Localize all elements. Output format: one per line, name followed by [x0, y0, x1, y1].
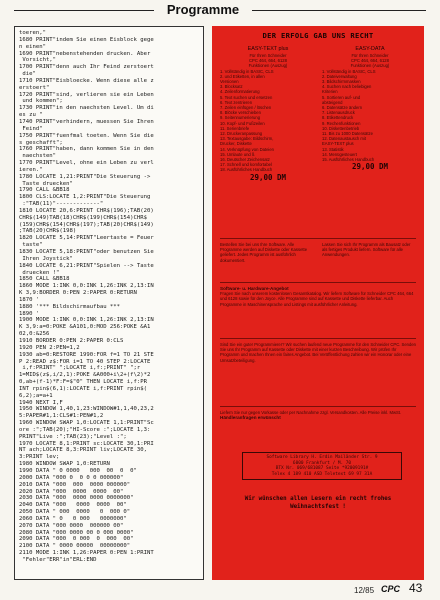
easy-data-sub-3: Funktionen (Auszug) [350, 63, 390, 69]
listing-line: 2090 DATA "000 0 000 0 000 00" [19, 536, 134, 543]
listing-line: 1780 LOCATE 1,21:PRINT"Die Steuerung -> [19, 173, 151, 180]
feature-item: 18. Ausführliches Handbuch [220, 167, 273, 173]
magazine-logo: CPC [381, 584, 401, 594]
listing-line: Taste druecken" [19, 180, 73, 187]
vendor-address-line: Software Library H. Erdin Mailänder Str. 9 [266, 455, 378, 460]
listing-line: 1970 LOCATE 8,1:PRINT sc:LOCATE 30,1:PRI [19, 440, 154, 447]
listing-line: 1900 MODE 1:INK 0,0:INK 1,26:INK 2,13:IN [19, 317, 154, 324]
listing-line: 1710 PRINT"Eisbloecke. Wenn diese alle z [19, 77, 154, 84]
listing-line: 1940 NEXT I,F [19, 399, 63, 406]
listing-line: 1920 PEN 2:PEN=1,2 [19, 344, 80, 351]
easy-data-price: 29,00 DM [351, 162, 389, 172]
easy-text-title: EASY-TEXT plus [247, 46, 289, 52]
listing-line: 1990 DATA " 0 0000 000 00 0 0" [19, 468, 137, 474]
feature-item: 2. und Etiketten, in allen [220, 73, 265, 79]
vendor-address-line: BTX Nr. 069/681087 Seite *92009191# [275, 466, 369, 472]
easy-data-sub-2: CPC 464, 664, 6128 [351, 58, 389, 64]
feature-item: 4. Suchen nach beliebigen [322, 84, 372, 90]
easy-text-sub-2: CPC 464, 664, 6128 [249, 58, 287, 64]
christmas-greeting [220, 496, 416, 511]
listing-line: 1760 PRINT"haben, dann kommen Sie in den [19, 146, 154, 153]
feature-item: 15. Umlaute und ß [220, 151, 255, 157]
listing-line: 1930 ab=0:RESTORE 1990:FOR f=1 TO 21 STE [19, 351, 154, 358]
listing-line: Vorsicht," [19, 57, 57, 64]
listing-line: K 3,9:BORDER 0:PEN 2:PAPER 0:RETURN [19, 290, 137, 297]
listing-line: ieren." [19, 166, 43, 173]
feature-item: 10. Diskettenbetrieb [322, 125, 360, 131]
feature-item: 4. Zeilenformatierung [220, 89, 260, 95]
listing-line: 1700 PRINT"denn auch Ihr Feind zerstoert [19, 64, 154, 71]
listing-line: und kommen"; [19, 98, 63, 105]
listing-line: n einen" [19, 43, 46, 50]
listing-line: P 2:READ z$:FOR i=1 TO 40 STEP 2:LOCATE [19, 358, 151, 365]
listing-line: 1730 PRINT"in den naechsten Level. Um di [19, 105, 154, 112]
listing-line: 1980 WINDOW SWAP 1,0:RETURN [19, 461, 110, 468]
greeting-line: Wir wünschen allen Lesern ein recht frohes [244, 496, 392, 502]
feature-item: 8. Etikettendruck [322, 115, 354, 121]
ad-section-1-text: Fragen Sie nach unserem kostenlosen Gesamtkatalog. Wir liefern Software für Schneider CPC 464, 664 und 6128 sowie für den Joyce. Alle Programme sind auf Kassette und Diskette lieferbar. Auch Programme in Maschinensprache und Listings mit ausführlicher Anleitung. [220, 291, 414, 307]
feature-item: Kriterien [322, 89, 338, 95]
ad-divider [220, 282, 416, 283]
listing-line: 2050 DATA " 000 0000 0 000 0" [19, 509, 131, 516]
listing-line: 6,2);a=a+1 [19, 392, 53, 399]
vendor-address-line: 6000 Frankfurt / M. 70 [292, 460, 352, 466]
feature-item: 12. Druckeranpassung [220, 131, 263, 137]
feature-item: 12. Datenaustausch mit [322, 136, 366, 142]
listing-line: 2020 DATA "000 0000 0000 00" [19, 488, 124, 495]
page-number: 43 [409, 581, 423, 595]
ad-divider [220, 338, 416, 339]
listing-line: ;TAB(20)CHR$(198) [19, 228, 77, 235]
listing-line: druecken !" [19, 269, 60, 276]
listing-line: 1910 BORDER 0:PEN 2:PAPER 0:CLS [19, 337, 124, 344]
listing-line: 1740 PRINT"verhindern, muessen Sie Ihren [19, 118, 154, 125]
easy-text-features [220, 69, 316, 173]
section-title: Programme [154, 2, 252, 17]
feature-item: 5. Sortieren auf- und [322, 94, 361, 100]
listing-line: 1860 MODE 1:INK 0,0:INK 1,26:INK 2,13:IN [19, 283, 154, 290]
ad-middle-right-text: Lassen Sie sich Ihr Programm als Bausatz oder als fertiges Produkt liefern. Software für alle Anwendungen. [322, 242, 411, 258]
ad-section-3 [220, 410, 416, 420]
ad-headline: DER ERFOLG GAB UNS RECHT [262, 31, 374, 40]
software-advertisement [212, 26, 424, 580]
listing-line: 2070 DATA "000 0000 000000 00" [19, 522, 124, 529]
listing-line: 2010 DATA "000 000 0000 000000" [19, 481, 131, 488]
feature-item: 14. Menügesteuert [322, 151, 357, 157]
listing-line: 2100 DATA " 0000 00000 00000000" [19, 543, 131, 550]
easy-text-price: 29,00 DM [249, 172, 287, 182]
feature-item: 13. Statistik [322, 146, 344, 152]
listing-line: 1850 CALL &BB18 [19, 276, 70, 283]
listing-line: Ihren Joystick" [19, 255, 73, 262]
listing-line: 1680 PRINT"indem Sie einen Eisblock gege [19, 36, 154, 43]
vendor-address-line: Telex 4 189 410 ASD Teletext 69 97 31A [271, 471, 373, 477]
listing-line: s geschafft"; [19, 139, 63, 146]
ad-middle-left-text: Bestellen Sie bei uns Ihre Software. Alle Programme werden auf Diskette oder Kassette geliefert. Jedes Programm ist ausführlich dokumentiert. [220, 242, 308, 263]
easy-data-title: EASY-DATA [355, 46, 385, 52]
ad-section-3-text: Liefern Sie nur gegen Vorkasse oder per Nachnahme zzgl. Versandkosten. Alle Preise inkl. MwSt. [220, 410, 402, 415]
ad-section-1-heading: Software- u. Hardware-Angebot [220, 286, 289, 291]
easy-data-sub-1: Für Ihren Schneider [351, 53, 389, 58]
header-rule-right [246, 10, 426, 11]
feature-item: 1. Vollständig in BASIC, CLS [322, 68, 376, 74]
easy-text-sub-1: Für Ihren Schneider [249, 53, 287, 58]
listing-line: Feind" [19, 125, 43, 132]
listing-line: (159)CHR$(154)CHR$(197);TAB(20)CHR$(149) [19, 221, 154, 228]
feature-item: 7. Listenausdruck [322, 110, 355, 116]
listing-line: 2110 MODE 1:INK 1,26:PAPER 0:PEN 1:PRINT [19, 550, 154, 557]
listing-line: 2000 DATA "000 0 0 0 0 000000" [19, 474, 124, 481]
feature-item: 10. Kopf- und Fußzeilen [220, 120, 265, 126]
listing-line: ore :";TAB(20);"HI-Score :";LOCATE 1,3: [19, 426, 151, 433]
issue-date: 12/85 [354, 586, 375, 595]
listing-line: 1690 PRINT"nebenstehenden drucken. Aber [19, 50, 151, 57]
listing-line: "Fehler"ERR"in"ERL:END [19, 556, 97, 563]
feature-item: 3. Bildschirmmasken [322, 79, 361, 85]
greeting-line: Weihnachtsfest ! [290, 503, 346, 510]
listing-line: 1=MID$(z$,i/2,1):POKE &A000+i\2+(f\2)*2 [19, 372, 151, 379]
listing-line: i,f:PRINT" ";LOCATE i,f:;PRINT" ";r [19, 365, 141, 372]
listing-line: 1950 WINDOW 1,40,1,23:WINDOW#1,1,40,23,2 [19, 406, 154, 413]
ad-section-2-text: Sind Sie ein guter Programmierer? Wir suchen laufend neue Programme für den Schneider CPC. Senden Sie uns Ihr Programm auf Kassette oder Diskette mit einer kurzen Beschreibung. Wir prüfen Ihr Programm und machen Ihnen ein faires Angebot. Bei Veröffentlichung zahlen wir ein Honorar oder eine Umsatzbeteiligung. [220, 342, 416, 363]
easy-data-column [322, 46, 418, 172]
feature-item: 2. Dateiverwaltung [322, 73, 357, 79]
listing-line: INT rpin$(6,1):LOCATE i,f:PRINT rpin$( [19, 385, 147, 392]
listing-line: CHR$(149)TAB(18)CHR$(199)CHR$(154)CHR$ [19, 214, 147, 221]
listing-line: 1750 PRINT"fuenfmal toeten. Wenn Sie die [19, 132, 154, 139]
feature-item: 14. Verknüpfung von Dateien [220, 146, 275, 152]
feature-item: 6. Datensätze ändern [322, 105, 363, 111]
listing-line: naechsten" [19, 153, 57, 160]
feature-item: 15. Ausführliches Handbuch [322, 157, 375, 163]
listing-line: 3:PRINT lev; [19, 454, 60, 461]
easy-data-features [322, 69, 418, 163]
listing-line: 2080 DATA "000 0000 00 0 000 0000" [19, 529, 134, 536]
feature-item: 9. Rechenfunktionen [322, 120, 361, 126]
listing-line: 1960 WINDOW SWAP 1,0:LOCATE 1,1:PRINT"Sc [19, 420, 154, 427]
feature-item: 11. Bis zu 1000 Datensätze [322, 131, 373, 137]
feature-item: absteigend [322, 99, 343, 105]
listing-line: 1830 LOCATE 5,18:PRINT"oder benutzen Sie [19, 249, 154, 255]
listing-line: 1770 PRINT"Level, ohne ein Leben zu verl [19, 160, 154, 167]
listing-line: 1840 LOCATE 6,21:PRINT"Spielen --> Taste [19, 262, 154, 269]
listing-line: PRINT"Live :";TAB(23);"Level :"; [19, 433, 127, 440]
listing-line: taste" [19, 242, 43, 249]
basic-program-listing [14, 26, 204, 580]
listing-line: es zu " [19, 112, 43, 119]
feature-item: 13. Textausgabe: Bildschirm, [220, 136, 274, 142]
listing-line: 1790 CALL &BB18 [19, 187, 70, 194]
listing-line: erstoert" [19, 84, 50, 91]
ad-divider [220, 406, 416, 407]
listing-line: 0,ab+(f-1)*F:F=$"0" THEN LOCATE i,f:PR [19, 379, 147, 386]
feature-item: 7. Zeilen einfügen / löschen [220, 105, 272, 111]
feature-item: 5. Text suchen und ersetzen [220, 94, 273, 100]
feature-item: 6. Text zentrieren [220, 99, 253, 105]
listing-line: :"TAB(11)"-------------" [19, 201, 104, 208]
listing-line: 2060 DATA " 0 0 000 0000000" [19, 515, 127, 522]
feature-item: 3. Blocksatz [220, 84, 243, 90]
ad-divider [220, 238, 416, 239]
listing-line: 2040 DATA "000 0000 0000 00" [19, 502, 127, 509]
feature-item: 1. Vollständig in BASIC, CLS [220, 68, 274, 74]
listing-line: 5:PAPER#1,1:CLS#1:PEN#1,2 [19, 413, 104, 420]
feature-item: 8. Blöcke verschieben [220, 110, 261, 116]
listing-line: toeren," [19, 30, 46, 36]
feature-item: 17. Schnell und komfortabel [220, 162, 272, 168]
ad-section-1 [220, 286, 416, 307]
listing-line: NT ach;LOCATE 8,3:PRINT liv;LOCATE 30, [19, 447, 147, 454]
listing-line: 1880 '*** Bildschirmaufbau *** [19, 303, 121, 310]
listing-line: K 3,9:a=0:POKE &A101,0:MOD 256:POKE &A1 [19, 324, 151, 331]
easy-text-sub-3: Funktionen (Auszug) [248, 63, 288, 69]
feature-item: Drucker, Diskette [220, 141, 252, 147]
feature-item: 9. Seitennumerierung [220, 115, 261, 121]
listing-line: die" [19, 71, 36, 78]
feature-item: Versionen [220, 79, 239, 85]
listing-line: 1720 PRINT"sind, verlieren sie ein Leben [19, 91, 154, 98]
feature-item: 16. Deutscher Zeichensatz [220, 157, 270, 163]
listing-line: 1820 LOCATE 5,14:PRINT"Leertaste = Feuer [19, 235, 154, 242]
feature-item: 11. Serienbriefe [220, 125, 250, 131]
listing-line: 02,0:&256 [19, 331, 50, 338]
vendor-address-box [242, 452, 402, 480]
listing-line: 1870 ' [19, 296, 40, 303]
listing-line: 2030 DATA "000 0000 0000 0000000" [19, 495, 134, 502]
feature-item: EASY-TEXT plus [322, 141, 354, 147]
listing-line: 1810 LOCATE 20,6:PRINT CHR$(196);TAB(20) [19, 207, 154, 214]
listing-line: 1890 ' [19, 310, 40, 317]
listing-line: 1800 CLS:LOCATE 1,2:PRINT"Die Steuerung [19, 194, 151, 201]
easy-text-column [220, 46, 316, 183]
ad-section-3-note: Händleranfragen erwünscht [220, 415, 281, 421]
